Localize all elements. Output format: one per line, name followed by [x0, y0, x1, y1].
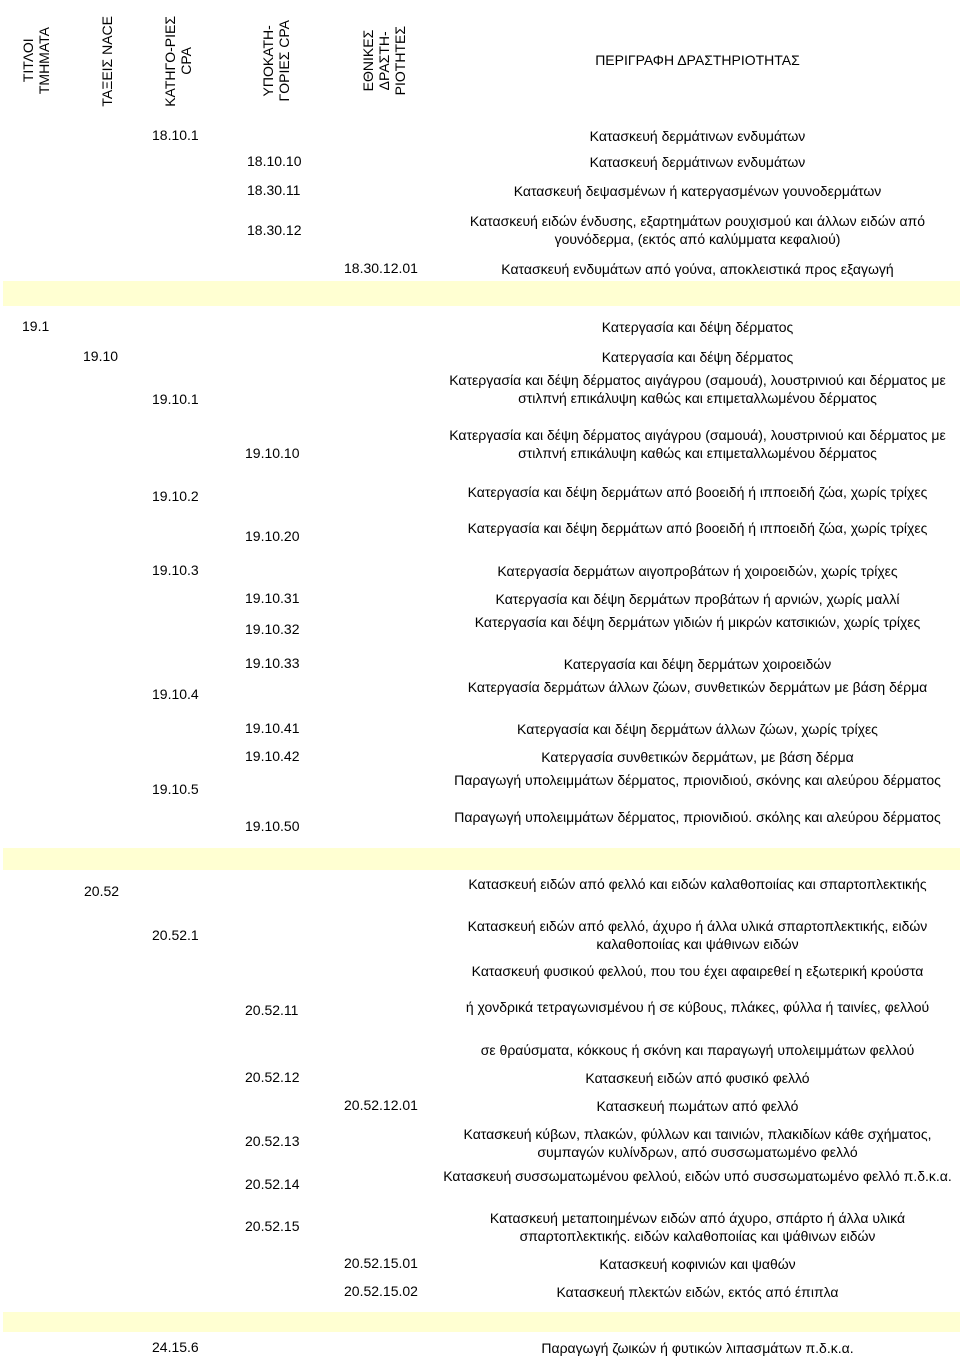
row-code: 20.52.15.01 [344, 1255, 418, 1271]
row-code: 19.10.50 [245, 818, 300, 834]
row-description: Παραγωγή ζωικών ή φυτικών λιπασμάτων π.δ.κ.α. [541, 1340, 854, 1356]
row-description: Κατεργασία συνθετικών δερμάτων, με βάση δέρμα [541, 749, 854, 765]
row-description: Παραγωγή υπολειμμάτων δέρματος, πριονιδιού. σκόλης και αλεύρου δέρματος [454, 809, 941, 825]
row-description: Κατεργασία και δέψη δέρματος [601, 319, 794, 335]
row-code: 19.10.5 [152, 781, 199, 797]
row-code: 18.30.12.01 [344, 260, 418, 276]
row-description: Κατασκευή μεταποιημένων ειδών από άχυρο, σπάρτο ή άλλα υλικά σπαρτοπλεκτικής. ειδών καλαθοποιίας και ψάθινων ειδών [489, 1210, 906, 1244]
row-code: 18.30.12 [247, 222, 302, 238]
row-description: Κατασκευή ειδών από φελλό, άχυρο ή άλλα υλικά σπαρτοπλεκτικής, ειδών καλαθοποιίας και ψάθινων ειδών [467, 918, 928, 952]
row-code: 18.10.10 [247, 153, 302, 169]
row-description: Κατασκευή κύβων, πλακών, φύλλων και ταινιών, πλακιδίων κάθε σχήματος, συμπαγών κυλίνδρων, από συσσωματωμένο φελλό [463, 1126, 932, 1160]
row-code: 19.10.10 [245, 445, 300, 461]
row-code: 24.15.6 [152, 1339, 199, 1355]
row-code: 18.30.11 [247, 182, 301, 198]
row-description: Κατασκευή κοφινιών και ψαθών [599, 1256, 796, 1272]
row-code: 20.52.11 [245, 1002, 299, 1018]
row-description: Κατεργασία και δέψη δερμάτων χοιροειδών [563, 656, 832, 672]
row-code: 20.52.12 [245, 1069, 300, 1085]
row-description: Κατεργασία και δέψη δερμάτων από βοοειδή ή ιπποειδή ζώα, χωρίς τρίχες [467, 520, 928, 536]
row-code: 19.10.4 [152, 686, 199, 702]
row-description: Κατασκευή δερμάτινων ενδυμάτων [589, 128, 806, 144]
column-header-national-activities: ΕΘΝΙΚΕΣ ΔΡΑΣΤΗ- ΡΙΟΤΗΤΕΣ [360, 26, 408, 96]
row-code: 20.52.1 [152, 927, 199, 943]
row-description: σε θραύσματα, κόκκους ή σκόνη και παραγωγή υπολειμμάτων φελλού [480, 1042, 915, 1058]
row-code: 19.10.3 [152, 562, 199, 578]
row-description: Κατεργασία και δέψη δερμάτων άλλων ζώων, χωρίς τρίχες [517, 721, 878, 737]
row-code: 20.52.14 [245, 1176, 300, 1192]
section-separator [3, 1312, 960, 1332]
row-description: Κατασκευή δερμάτινων ενδυμάτων [589, 154, 806, 170]
column-header-titles: ΤΙΤΛΟΙ ΤΜΗΜΑΤΑ [20, 27, 52, 95]
row-description: Κατασκευή ειδών ένδυσης, εξαρτημάτων ρουχισμού και άλλων ειδών από γουνόδερμα, (εκτός από καλύμματα κεφαλιού) [469, 213, 926, 247]
row-description: Κατασκευή ειδών από φυσικό φελλό [585, 1070, 810, 1086]
column-header-nace: ΤΑΞΕΙΣ NACE [99, 15, 115, 107]
row-code: 20.52.15 [245, 1218, 300, 1234]
row-description: Κατασκευή ενδυμάτων από γούνα, αποκλειστικά προς εξαγωγή [501, 261, 894, 277]
row-description: Κατασκευή δεψασμένων ή κατεργασμένων γουνοδερμάτων [513, 183, 882, 199]
row-code: 19.1 [22, 318, 50, 334]
row-description: ή χονδρικά τετραγωνισμένου ή σε κύβους, πλάκες, φύλλα ή ταινίες, φελλού [465, 999, 930, 1015]
row-code: 19.10.31 [245, 590, 300, 606]
row-code: 19.10.1 [152, 391, 199, 407]
row-description: Κατασκευή ειδών από φελλό και ειδών καλαθοποιίας και σπαρτοπλεκτικής [468, 876, 927, 892]
row-description: Κατεργασία και δέψη δερμάτων προβάτων ή αρνιών, χωρίς μαλλί [495, 591, 900, 607]
column-header-cpa-subcategories: ΥΠΟΚΑΤΗ- ΓΟΡΙΕΣ CPA [260, 20, 292, 102]
column-header-cpa-categories: ΚΑΤΗΓΟ-ΡΙΕΣ CPA [162, 15, 194, 107]
row-description: Κατασκευή συσσωματωμένου φελλού, ειδών υπό συσσωματωμένο φελλό π.δ.κ.α. [443, 1168, 952, 1184]
row-description: Κατασκευή φυσικού φελλού, που του έχει αφαιρεθεί η εξωτερική κρούστα [471, 963, 924, 979]
row-code: 20.52 [84, 883, 120, 899]
row-description: Κατεργασία και δέψη δέρματος αιγάγρου (σαμουά), λουστρινιού και δέρματος με στιλπνή επικάλυψη καθώς και επιμεταλλωμένου δέρματος [449, 427, 946, 461]
row-code: 20.52.12.01 [344, 1097, 418, 1113]
section-separator [3, 848, 960, 870]
row-description: Κατεργασία και δέψη δερμάτων γιδιών ή μικρών κατσικιών, χωρίς τρίχες [474, 614, 921, 630]
row-description: Κατεργασία δερμάτων άλλων ζώων, συνθετικών δερμάτων με βάση δέρμα [467, 679, 928, 695]
row-code: 18.10.1 [152, 127, 199, 143]
row-code: 19.10 [83, 348, 119, 364]
section-separator [3, 281, 960, 306]
row-code: 19.10.20 [245, 528, 300, 544]
row-description: Κατασκευή πλεκτών ειδών, εκτός από έπιπλα [556, 1284, 839, 1300]
row-code: 19.10.32 [245, 621, 300, 637]
row-code: 20.52.13 [245, 1133, 300, 1149]
row-description: Κατεργασία δερμάτων αιγοπροβάτων ή χοιροειδών, χωρίς τρίχες [497, 563, 898, 579]
row-code: 19.10.2 [152, 488, 199, 504]
row-code: 19.10.41 [245, 720, 300, 736]
row-description: Κατεργασία και δέψη δέρματος [601, 349, 794, 365]
row-description: Κατεργασία και δέψη δέρματος αιγάγρου (σαμουά), λουστρινιού και δέρματος με στιλπνή επικάλυψη καθώς και επιμεταλλωμένου δέρματος [449, 372, 946, 406]
row-code: 19.10.42 [245, 748, 300, 764]
column-header-description: ΠΕΡΙΓΡΑΦΗ ΔΡΑΣΤΗΡΙΟΤΗΤΑΣ [595, 52, 800, 68]
row-code: 20.52.15.02 [344, 1283, 418, 1299]
row-code: 19.10.33 [245, 655, 300, 671]
row-description: Κατεργασία και δέψη δερμάτων από βοοειδή ή ιπποειδή ζώα, χωρίς τρίχες [467, 484, 928, 500]
row-description: Κατασκευή πωμάτων από φελλό [596, 1098, 799, 1114]
row-description: Παραγωγή υπολειμμάτων δέρματος, πριονιδιού, σκόνης και αλεύρου δέρματος [454, 772, 941, 788]
